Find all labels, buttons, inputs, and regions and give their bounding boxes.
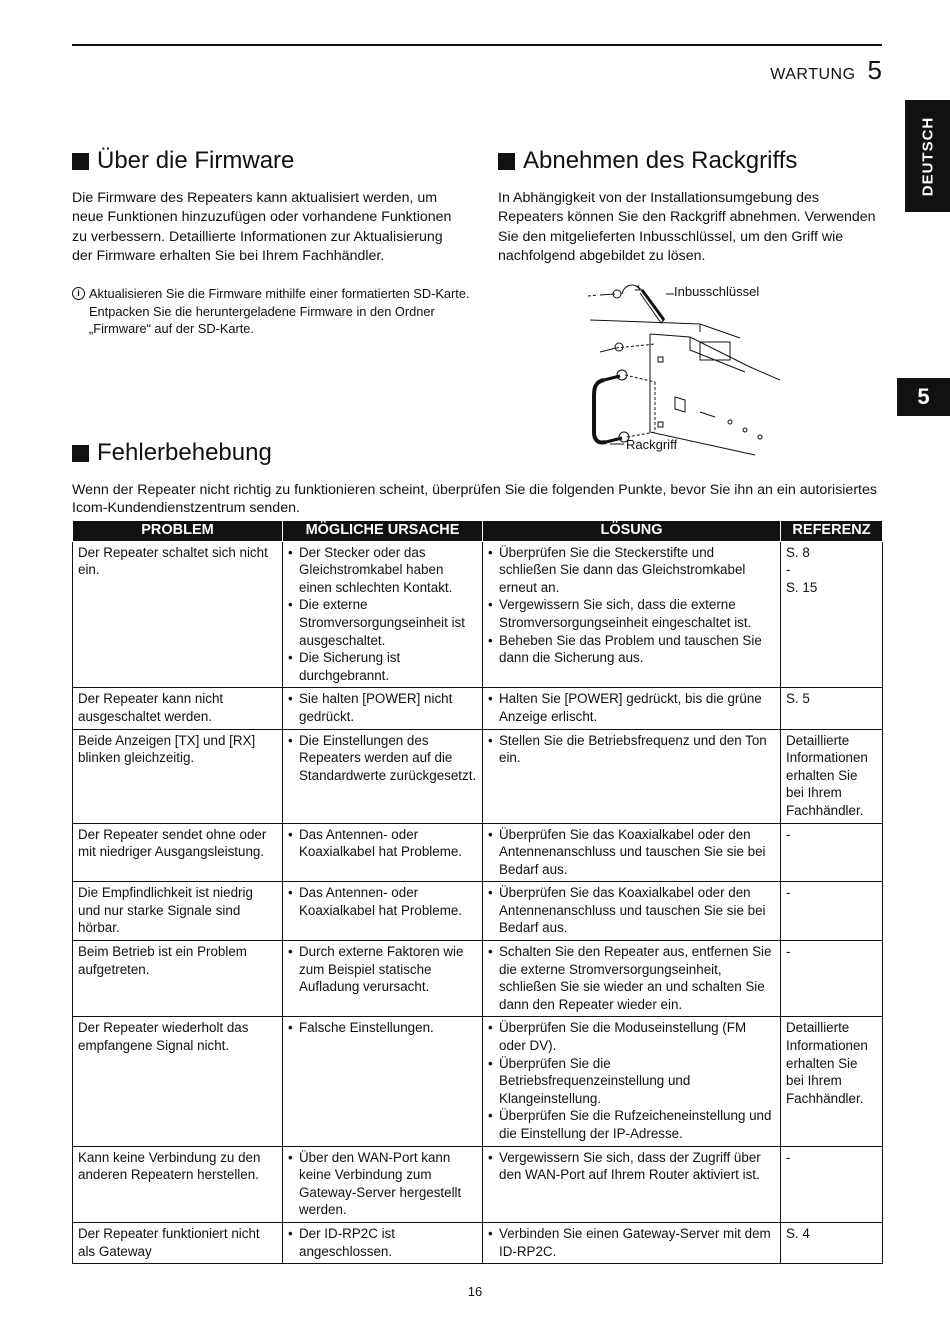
- solution-list: [488, 690, 775, 725]
- table-row: [73, 941, 883, 1017]
- problem-cell: Die Empfindlichkeit ist niedrig und nur starke Signale sind hörbar.: [73, 882, 283, 941]
- cause-cell: [283, 882, 483, 941]
- cause-item: • Über den WAN-Port kann keine Verbindung zum Gateway-Server hergestellt werden.: [288, 1149, 477, 1219]
- reference-cell: [781, 541, 883, 688]
- cause-cell: [283, 1222, 483, 1263]
- reference-item: -: [786, 885, 791, 901]
- label-allen-key: Inbusschlüssel: [674, 284, 760, 299]
- reference-cell: [781, 1146, 883, 1222]
- firmware-heading-text: Über die Firmware: [97, 147, 295, 174]
- table-row: [73, 1146, 883, 1222]
- heading-square-icon: [72, 445, 89, 462]
- solution-list: [488, 1225, 775, 1260]
- solution-list: [488, 1149, 775, 1184]
- cause-list: [288, 1149, 477, 1219]
- reference-item: -: [786, 944, 791, 960]
- cause-item: • Die Einstellungen des Repeaters werden auf die Standardwerte zurückgesetzt.: [288, 732, 477, 785]
- reference-cell: [781, 688, 883, 729]
- table-body: [73, 541, 883, 1264]
- cause-list: [288, 1225, 477, 1260]
- solution-list: [488, 826, 775, 879]
- solution-item: • Überprüfen Sie die Rufzeicheneinstellung und die Einstellung der IP-Adresse.: [488, 1107, 775, 1142]
- table-row: [73, 1222, 883, 1263]
- solution-cell: [483, 729, 781, 823]
- cause-cell: [283, 729, 483, 823]
- cause-cell: [283, 941, 483, 1017]
- troubleshooting-table: [72, 520, 883, 1264]
- cause-cell: [283, 1017, 483, 1146]
- problem-cell: Kann keine Verbindung zu den anderen Repeatern herstellen.: [73, 1146, 283, 1222]
- cause-item: • Die externe Stromversorgungseinheit ist ausgeschaltet.: [288, 596, 477, 649]
- table-header-row: [73, 521, 883, 542]
- solution-item: • Stellen Sie die Betriebsfrequenz und den Ton ein.: [488, 732, 775, 767]
- solution-cell: [483, 688, 781, 729]
- cause-list: [288, 884, 477, 919]
- solution-cell: [483, 1017, 781, 1146]
- trouble-intro: Wenn der Repeater nicht richtig zu funktionieren scheint, überprüfen Sie die folgenden Punkte, bevor Sie ihn an ein autorisiertes Icom-Kundendienstzentrum senden.: [72, 482, 877, 516]
- chapter-tab: 5: [897, 378, 950, 416]
- reference-cell: [781, 1017, 883, 1146]
- solution-item: • Vergewissern Sie sich, dass die externe Stromversorgungseinheit eingeschaltet ist.: [488, 596, 775, 631]
- firmware-heading: [72, 147, 294, 175]
- cause-item: • Durch externe Faktoren wie zum Beispiel statische Aufladung verursacht.: [288, 943, 477, 996]
- solution-item: • Schalten Sie den Repeater aus, entfernen Sie die externe Stromversorgungseinheit, schließen Sie sie wieder an und schalten Sie dann den Repeater wieder ein.: [488, 943, 775, 1013]
- cause-item: • Das Antennen- oder Koaxialkabel hat Probleme.: [288, 826, 477, 861]
- problem-cell: Beim Betrieb ist ein Problem aufgetreten.: [73, 941, 283, 1017]
- rack-heading: [498, 147, 797, 175]
- solution-item: • Halten Sie [POWER] gedrückt, bis die grüne Anzeige erlischt.: [488, 690, 775, 725]
- reference-item: S. 8: [786, 544, 810, 560]
- heading-square-icon: [498, 153, 515, 170]
- column-header: LÖSUNG: [483, 521, 781, 542]
- table-row: [73, 823, 883, 882]
- rack-heading-text: Abnehmen des Rackgriffs: [523, 147, 798, 174]
- reference-cell: [781, 882, 883, 941]
- solution-item: • Überprüfen Sie das Koaxialkabel oder den Antennenanschluss und tauschen Sie sie bei Bedarf aus.: [488, 826, 775, 879]
- table-row: [73, 541, 883, 688]
- solution-list: [488, 884, 775, 937]
- table-row: [73, 688, 883, 729]
- solution-item: • Überprüfen Sie die Moduseinstellung (FM oder DV).: [488, 1019, 775, 1054]
- trouble-heading-text: Fehlerbehebung: [97, 439, 272, 466]
- cause-item: • Der Stecker oder das Gleichstromkabel haben einen schlechten Kontakt.: [288, 544, 477, 597]
- reference-cell: [781, 941, 883, 1017]
- solution-cell: [483, 1146, 781, 1222]
- cause-list: [288, 1019, 477, 1037]
- solution-cell: [483, 882, 781, 941]
- column-header: MÖGLICHE URSACHE: [283, 521, 483, 542]
- cause-list: [288, 732, 477, 785]
- cause-item: • Sie halten [POWER] nicht gedrückt.: [288, 690, 477, 725]
- reference-item: S. 4: [786, 1225, 810, 1241]
- reference-item: -: [786, 562, 791, 578]
- firmware-body: Die Firmware des Repeaters kann aktualisiert werden, um neue Funktionen hinzuzufügen oder vorhandene Funktionen zu verbessern. Detaillierte Informationen zur Aktualisierung der Firmware erhalten Sie bei Ihrem Fachhändler.: [72, 190, 452, 264]
- cause-cell: [283, 1146, 483, 1222]
- info-icon: i: [72, 287, 85, 300]
- reference-item: -: [786, 826, 791, 842]
- solution-item: • Überprüfen Sie die Betriebsfrequenzeinstellung und Klangeinstellung.: [488, 1055, 775, 1108]
- solution-list: [488, 544, 775, 667]
- solution-cell: [483, 1222, 781, 1263]
- table-row: [73, 882, 883, 941]
- problem-cell: Der Repeater sendet ohne oder mit niedriger Ausgangsleistung.: [73, 823, 283, 882]
- cause-cell: [283, 688, 483, 729]
- table-row: [73, 729, 883, 823]
- firmware-note-text: Aktualisieren Sie die Firmware mithilfe einer formatierten SD-Karte. Entpacken Sie die heruntergeladene Firmware in den Ordner „Firmware“ auf der SD-Karte.: [89, 286, 470, 336]
- cause-cell: [283, 541, 483, 688]
- cause-item: • Der ID-RP2C ist angeschlossen.: [288, 1225, 477, 1260]
- problem-cell: Beide Anzeigen [TX] und [RX] blinken gleichzeitig.: [73, 729, 283, 823]
- reference-cell: [781, 823, 883, 882]
- heading-square-icon: [72, 153, 89, 170]
- cause-item: • Falsche Einstellungen.: [288, 1019, 477, 1037]
- language-tab: [905, 100, 950, 212]
- cause-item: • Die Sicherung ist durchgebrannt.: [288, 649, 477, 684]
- reference-item: S. 5: [786, 691, 810, 707]
- solution-cell: [483, 941, 781, 1017]
- running-header: [770, 55, 882, 86]
- reference-item: Detaillierte Informationen erhalten Sie bei Ihrem Fachhändler.: [786, 732, 868, 818]
- solution-item: • Überprüfen Sie das Koaxialkabel oder den Antennenanschluss und tauschen Sie sie bei Bedarf aus.: [488, 884, 775, 937]
- reference-cell: [781, 729, 883, 823]
- solution-list: [488, 1019, 775, 1142]
- top-rule: [72, 44, 882, 46]
- problem-cell: Der Repeater schaltet sich nicht ein.: [73, 541, 283, 688]
- solution-list: [488, 732, 775, 767]
- solution-item: • Verbinden Sie einen Gateway-Server mit dem ID-RP2C.: [488, 1225, 775, 1260]
- table-row: [73, 1017, 883, 1146]
- column-header: PROBLEM: [73, 521, 283, 542]
- page-number: 16: [467, 1284, 483, 1299]
- cause-cell: [283, 823, 483, 882]
- reference-item: Detaillierte Informationen erhalten Sie bei Ihrem Fachhändler.: [786, 1020, 868, 1106]
- solution-item: • Vergewissern Sie sich, dass der Zugriff über den WAN-Port auf Ihrem Router aktiviert ist.: [488, 1149, 775, 1184]
- solution-item: • Beheben Sie das Problem und tauschen Sie dann die Sicherung aus.: [488, 632, 775, 667]
- reference-item: S. 15: [786, 579, 818, 595]
- rack-body: In Abhängigkeit von der Installationsumgebung des Repeaters können Sie den Rackgriff abnehmen. Verwenden Sie den mitgelieferten Inbusschlüssel, um den Griff wie nachfolgend abgebildet zu lösen.: [498, 190, 876, 264]
- section-name: WARTUNG: [770, 66, 856, 83]
- reference-item: -: [786, 1149, 791, 1165]
- column-header: REFERENZ: [781, 521, 883, 542]
- reference-cell: [781, 1222, 883, 1263]
- solution-cell: [483, 541, 781, 688]
- trouble-heading: [72, 439, 272, 467]
- cause-item: • Das Antennen- oder Koaxialkabel hat Probleme.: [288, 884, 477, 919]
- cause-list: [288, 826, 477, 861]
- cause-list: [288, 544, 477, 685]
- problem-cell: Der Repeater wiederholt das empfangene Signal nicht.: [73, 1017, 283, 1146]
- problem-cell: Der Repeater kann nicht ausgeschaltet werden.: [73, 688, 283, 729]
- solution-list: [488, 943, 775, 1013]
- label-rack-handle: Rackgriff: [626, 437, 678, 452]
- solution-item: • Überprüfen Sie die Steckerstifte und schließen Sie dann das Gleichstromkabel erneut an.: [488, 544, 775, 597]
- rack-handle-diagram: [580, 272, 780, 457]
- cause-list: [288, 690, 477, 725]
- firmware-note: [72, 285, 474, 338]
- chapter-number: 5: [867, 55, 882, 85]
- cause-list: [288, 943, 477, 996]
- language-tab-label: DEUTSCH: [919, 116, 937, 196]
- problem-cell: Der Repeater funktioniert nicht als Gateway: [73, 1222, 283, 1263]
- solution-cell: [483, 823, 781, 882]
